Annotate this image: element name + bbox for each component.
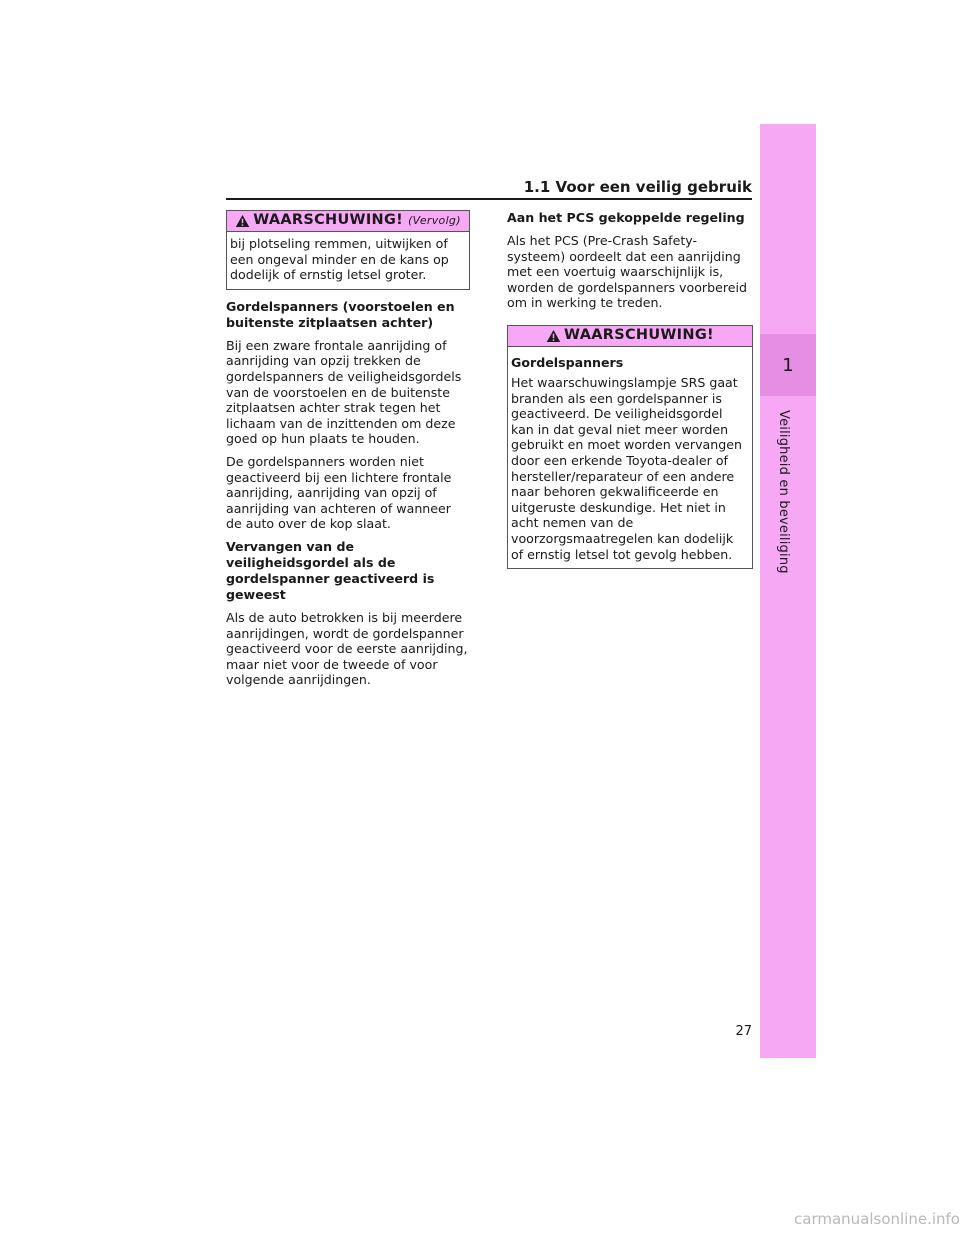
warning-body: bij plotseling remmen, uitwijken of een ongeval minder en de kans op dodelijk of ernstig letsel groter. xyxy=(230,236,449,283)
paragraph-pcs: Als het PCS (Pre-Crash Safety-systeem) oordeelt dat een aanrijding met een voertuig waarschijnlijk is, worden de gordelspanners voorbereid om in werking te treden. xyxy=(507,233,747,311)
chapter-side-tab xyxy=(760,124,816,1058)
warning-title: WAARSCHUWING! xyxy=(253,212,404,229)
paragraph-multiple-collisions: Als de auto betrokken is bij meerdere aanrijdingen, wordt de gordelspanner geactiveerd voor de eerste aanrijding, maar niet voor de tweede of voor volgende aanrijdingen. xyxy=(226,609,468,688)
warning-header xyxy=(227,211,469,232)
header-rule xyxy=(226,198,752,200)
left-column xyxy=(226,210,470,695)
chapter-number-box xyxy=(760,334,816,396)
chapter-number: 1 xyxy=(782,354,794,376)
warning-header xyxy=(508,326,752,347)
heading-replace-belt: Vervangen van de veiligheidsgordel als de gordelspanner geactiveerd is geweest xyxy=(226,538,435,602)
paragraph-frontal-collision: Bij een zware frontale aanrijding of aanrijding van opzij trekken de gordelspanners de veiligheidsgordels van de voorstoelen en de buitenste zitplaatsen achter strak tegen het lichaam van de inzittenden om deze goed op hun plaats te houden. xyxy=(226,337,462,447)
warning-triangle-icon xyxy=(546,329,561,343)
page-number: 27 xyxy=(735,1024,752,1039)
warning-text: Het waarschuwingslampje SRS gaat branden als een gordelspanner is geactiveerd. De veiligheidsgordel kan in dat geval niet meer worden gebruikt en moet worden vervangen door een erkende Toyota-dealer of hersteller/reparateur of een andere naar behoren gekwalificeerde en uitgeruste deskundige. Het niet in acht nemen van de voorzorgsmaatregelen kan dodelijk of ernstig letsel tot gevolg hebben. xyxy=(511,374,742,562)
paragraph-not-activated: De gordelspanners worden niet geactiveerd bij een lichtere frontale aanrijding, aanrijding van opzij of aanrijding van achteren of wanneer de auto over de kop slaat. xyxy=(226,453,452,532)
watermark: carmanualsonline.info xyxy=(794,1210,960,1228)
heading-pcs-control: Aan het PCS gekoppelde regeling xyxy=(507,210,745,225)
right-column xyxy=(507,210,753,569)
heading-belt-tensioners: Gordelspanners (voorstoelen en buitenste zitplaatsen achter) xyxy=(226,298,455,330)
warning-title: WAARSCHUWING! xyxy=(564,327,714,344)
warning-triangle-icon xyxy=(235,214,250,228)
section-title: 1.1 Voor een veilig gebruik xyxy=(523,178,752,196)
warning-body xyxy=(508,347,752,568)
warning-continued-label: (Vervolg) xyxy=(408,214,461,228)
warning-box-tensioners xyxy=(507,325,753,569)
warning-subheading: Gordelspanners xyxy=(511,354,624,370)
warning-box-continued xyxy=(226,210,470,290)
chapter-label: Veiligheid en beveiliging xyxy=(776,410,791,574)
